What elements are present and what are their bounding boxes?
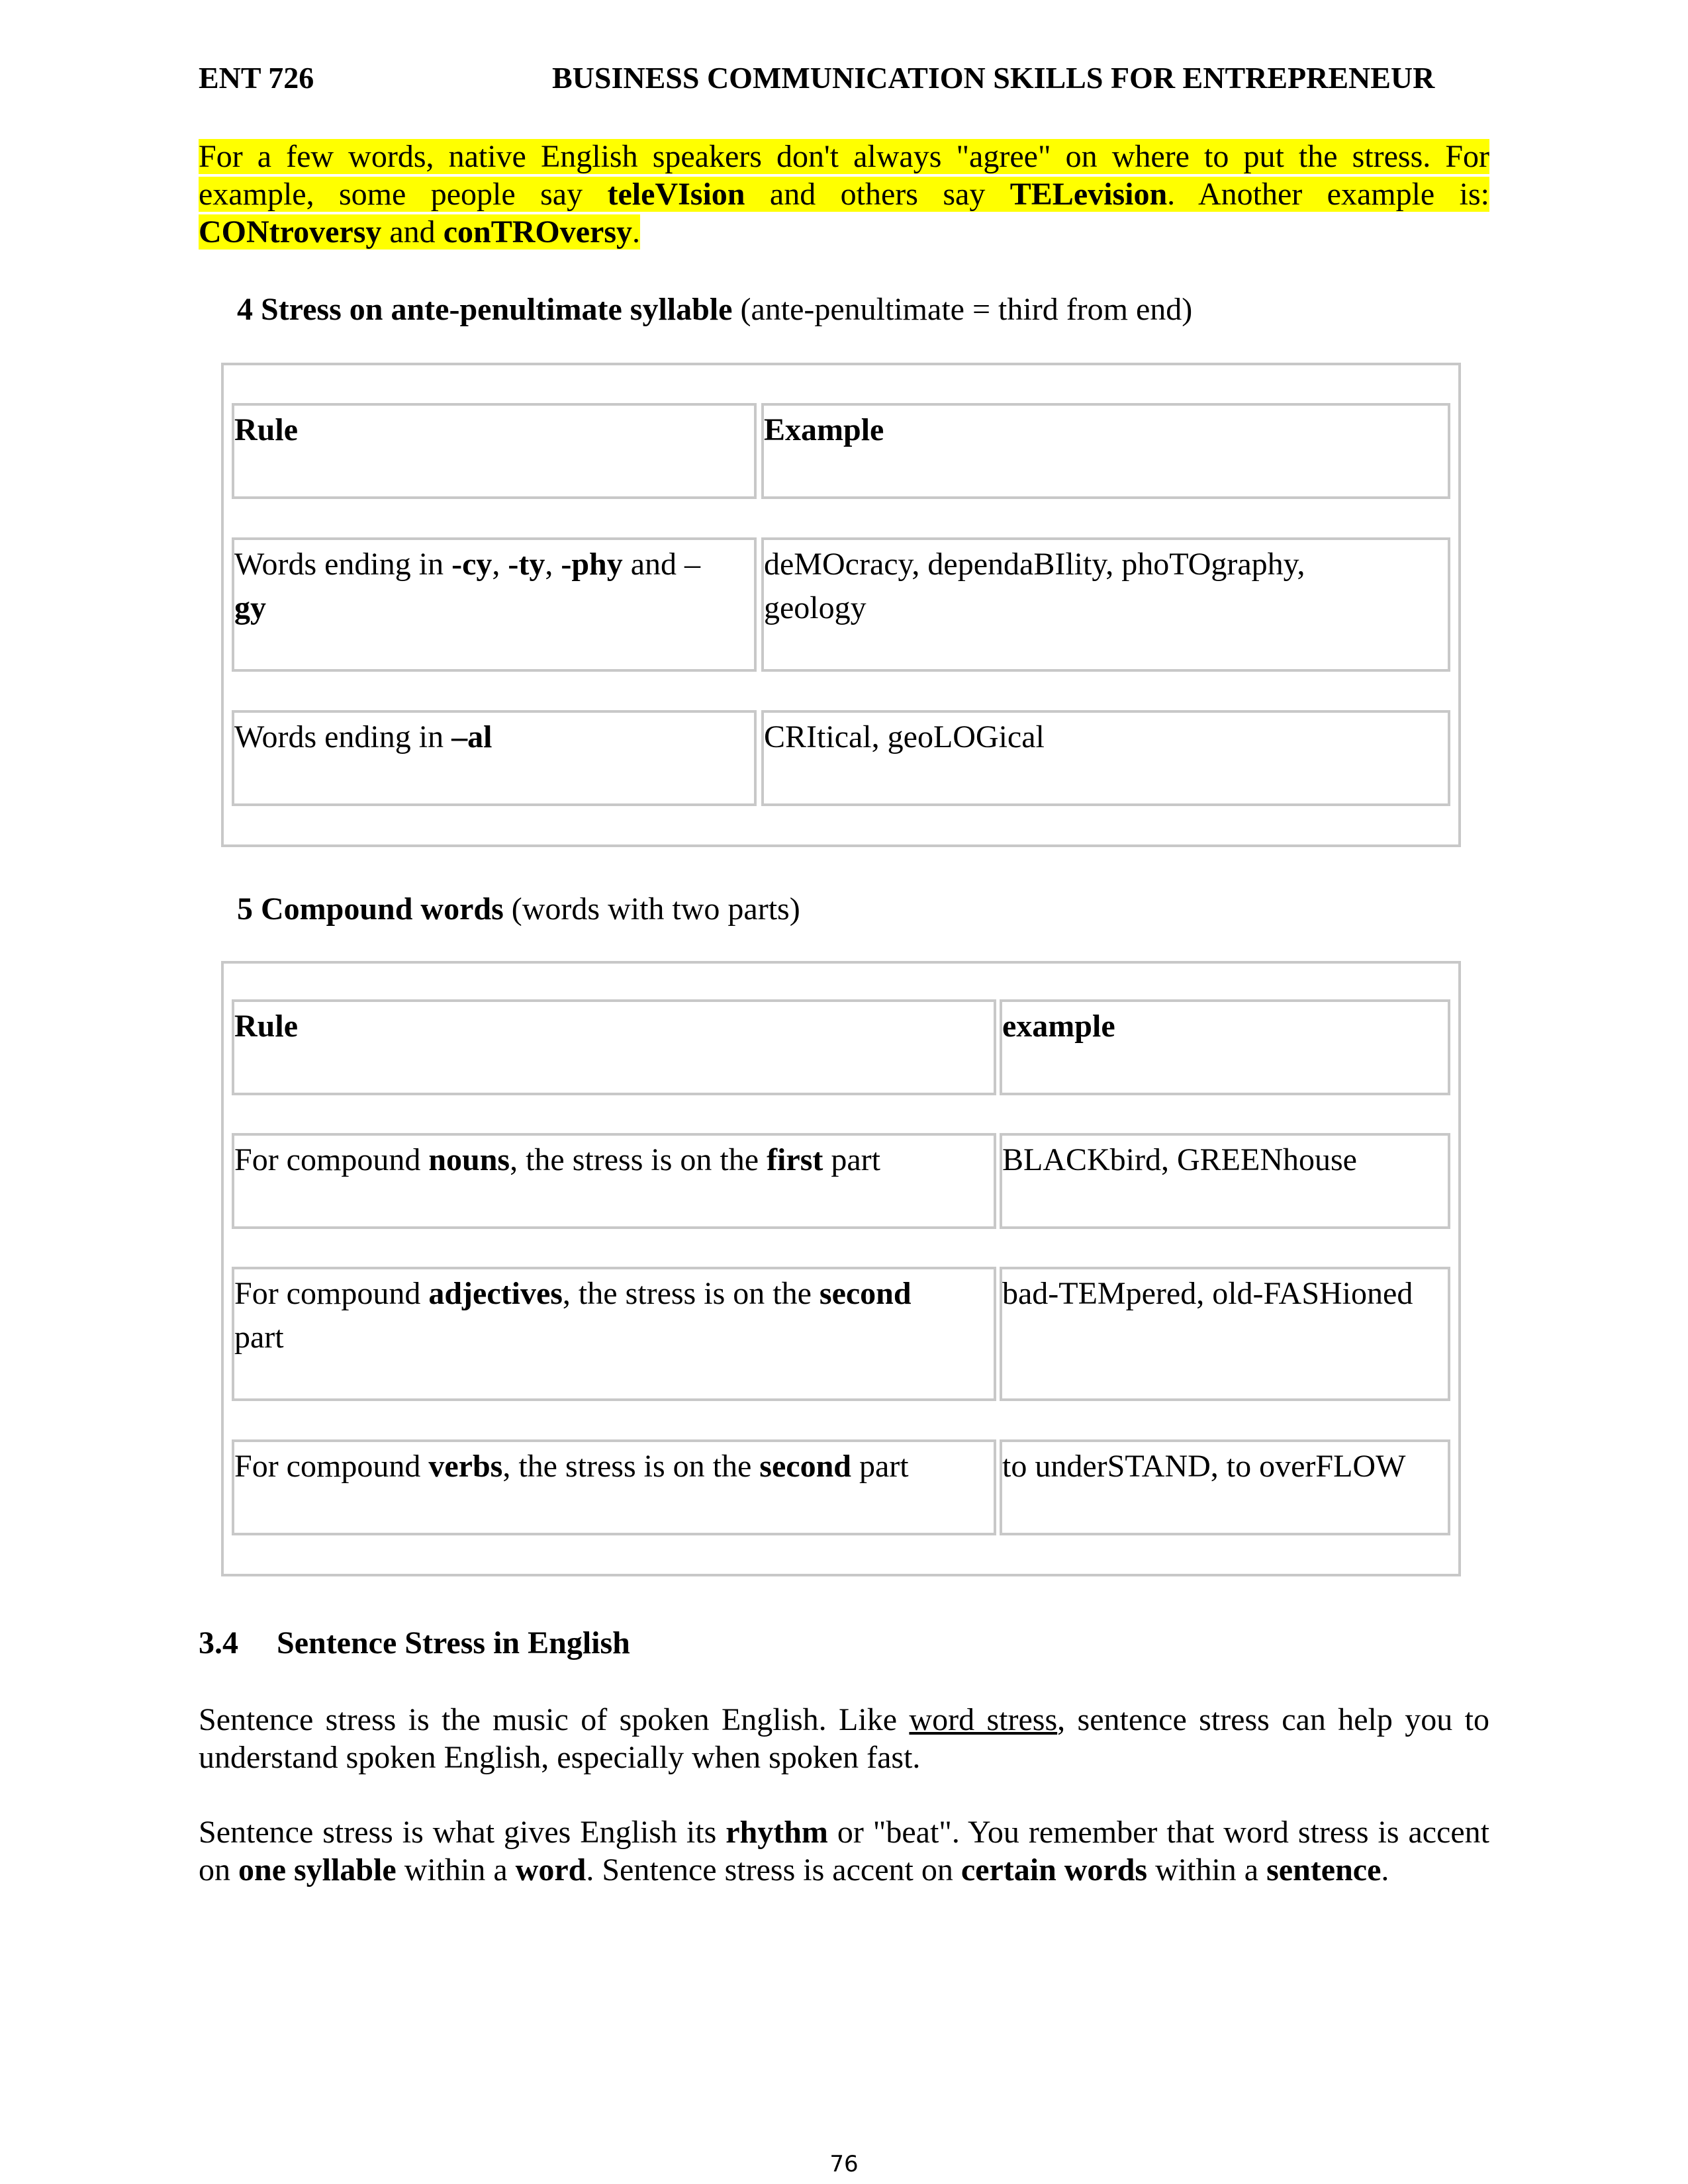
text-run: Sentence stress is what gives English its <box>199 1815 726 1850</box>
keyword: verbs <box>428 1449 503 1484</box>
sentence-stress-paragraph-2 <box>199 1813 1489 1889</box>
page-number: 76 <box>829 2151 859 2177</box>
text-run: and – <box>622 547 701 582</box>
keyword: second <box>819 1276 912 1311</box>
text-run: , the stress is on the <box>502 1449 760 1484</box>
table-header-rule: Rule <box>232 403 757 499</box>
table-cell-rule <box>232 1439 996 1535</box>
table-cell-rule <box>232 710 757 806</box>
keyword: rhythm <box>726 1815 828 1850</box>
text-run: , sentence stress can help you to understand spoken English, especially when spoken fast. <box>199 1702 1490 1775</box>
suffix: –al <box>451 719 492 754</box>
text-run: and others say <box>745 177 1010 212</box>
table-header-example: example <box>1000 999 1450 1095</box>
text-run: part <box>851 1449 909 1484</box>
text-run: . <box>1381 1852 1389 1888</box>
heading-note: (ante-penultimate = third from end) <box>732 292 1193 327</box>
text-run: part <box>823 1142 880 1177</box>
keyword: one syllable <box>238 1852 397 1888</box>
stress-example: CONtroversy <box>199 214 382 250</box>
text-run: For compound <box>234 1276 429 1311</box>
text-run: , the stress is on the <box>510 1142 767 1177</box>
intro-paragraph <box>199 138 1489 251</box>
keyword: certain words <box>961 1852 1148 1888</box>
section-title: Sentence Stress in English <box>277 1625 630 1661</box>
heading-bold: 5 Compound words <box>237 891 504 927</box>
sentence-stress-paragraph-1 <box>199 1701 1489 1776</box>
text-run: . Sentence stress is accent on <box>586 1852 961 1888</box>
course-code: ENT 726 <box>199 61 314 95</box>
section4-heading <box>237 290 1192 330</box>
table-header-example: Example <box>761 403 1450 499</box>
text-run: within a <box>1147 1852 1267 1888</box>
text-run: and <box>381 214 444 250</box>
text-run: For a few words, native English speakers don't always "agree" on where to put the stress. For example, some people say <box>199 139 1489 212</box>
text-run: . Another example is: <box>1167 177 1490 212</box>
text-run: . <box>632 214 640 250</box>
keyword: adjectives <box>428 1276 563 1311</box>
word-stress-link[interactable]: word stress <box>909 1702 1058 1737</box>
table-cell-rule <box>232 1267 996 1401</box>
suffix: -ty <box>508 547 545 582</box>
table-cell-example: CRItical, geoLOGical <box>761 710 1450 806</box>
table-cell-example: to underSTAND, to overFLOW <box>1000 1439 1450 1535</box>
text-run: Words ending in <box>234 719 452 754</box>
text-run: within a <box>396 1852 516 1888</box>
keyword: nouns <box>428 1142 510 1177</box>
text-run: , the stress is on the <box>562 1276 820 1311</box>
table-cell-example <box>761 537 1450 672</box>
table-header-rule: Rule <box>232 999 996 1095</box>
text-run: Sentence stress is the music of spoken English. Like <box>199 1702 910 1737</box>
keyword: second <box>759 1449 851 1484</box>
text-run: For compound <box>234 1142 429 1177</box>
keyword: word <box>515 1852 586 1888</box>
text-run: , <box>545 547 561 582</box>
text-run: Words ending in <box>234 547 452 582</box>
text-run: , <box>492 547 508 582</box>
stress-example: teleVIsion <box>607 177 745 212</box>
course-title: BUSINESS COMMUNICATION SKILLS FOR ENTREPRENEUR <box>552 61 1435 95</box>
heading-bold: 4 Stress on ante-penultimate syllable <box>237 292 733 327</box>
section5-heading <box>237 889 800 929</box>
table-cell-example: BLACKbird, GREENhouse <box>1000 1133 1450 1229</box>
heading-note: (words with two parts) <box>503 891 800 927</box>
example-line: deMOcracy, dependaBIlity, phoTOgraphy, <box>764 547 1305 582</box>
section-number: 3.4 <box>199 1625 238 1661</box>
stress-example: conTROversy <box>443 214 632 250</box>
table-cell-example: bad-TEMpered, old-FASHioned <box>1000 1267 1450 1401</box>
table-cell-rule <box>232 537 757 672</box>
text-run: or "beat". You remember that word stress is accent on <box>199 1815 1490 1888</box>
suffix: -cy <box>451 547 492 582</box>
example-line: geology <box>764 590 867 625</box>
keyword: first <box>767 1142 823 1177</box>
suffix: -phy <box>561 547 623 582</box>
text-run: part <box>234 1320 284 1355</box>
keyword: sentence <box>1266 1852 1382 1888</box>
table-cell-rule <box>232 1133 996 1229</box>
suffix: gy <box>234 590 266 625</box>
text-run: For compound <box>234 1449 429 1484</box>
highlighted-text <box>199 139 1489 250</box>
stress-example: TELevision <box>1009 177 1168 212</box>
